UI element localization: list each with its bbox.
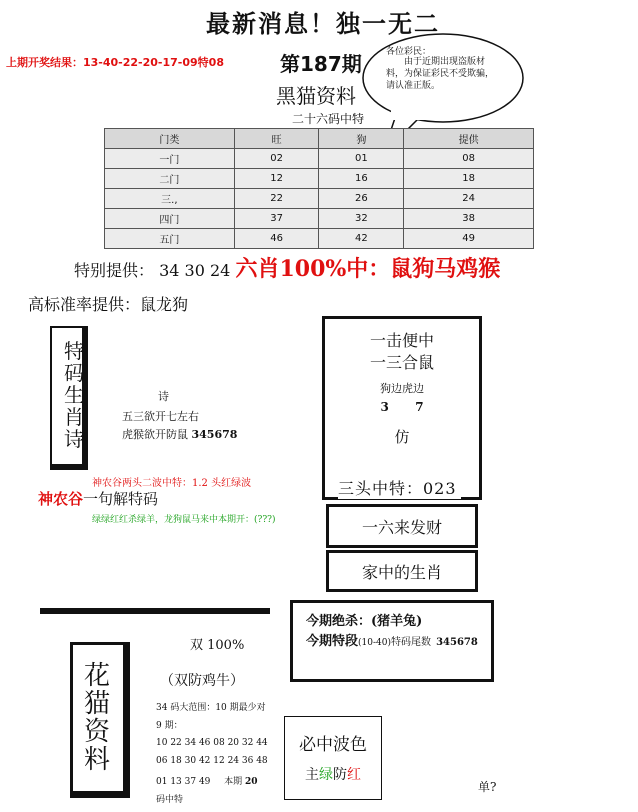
table-cell: 五门 — [105, 229, 235, 249]
poem-line-2-number: 345678 — [191, 428, 238, 441]
special-numbers: 34 30 24 — [159, 261, 231, 280]
shennong-title — [38, 488, 158, 509]
accuracy-line: 高标准率提供：鼠龙狗 — [28, 295, 189, 314]
table-header-row — [105, 129, 534, 149]
table-cell: 02 — [234, 149, 319, 169]
table-cell: 38 — [404, 209, 534, 229]
double-numbers-3-b: 本期 — [224, 777, 243, 787]
table-cell: 24 — [404, 189, 534, 209]
kill-line-2-c: 特码尾数 — [390, 637, 431, 648]
poem-line-2 — [122, 426, 237, 442]
table-cell: 12 — [234, 169, 319, 189]
source-title: 黑猫资料 — [276, 84, 356, 108]
table-cell: 26 — [319, 189, 404, 209]
right-line-3: 狗边虎边 — [380, 382, 424, 395]
table-cell: 37 — [234, 209, 319, 229]
double-defend: （双防鸡牛） — [160, 673, 244, 689]
table-row — [105, 229, 534, 249]
double-numbers-3 — [156, 774, 258, 787]
poem-heading: 诗 — [158, 390, 169, 403]
kill-line-2-b: (10-40) — [358, 638, 391, 648]
table-cell: 16 — [319, 169, 404, 189]
single-question: 单? — [478, 780, 497, 794]
wave-green: 绿 — [319, 767, 333, 783]
wave-main: 主 — [305, 767, 319, 783]
home-text: 家中的生肖 — [361, 562, 442, 582]
double-range-1: 34 码大范围：10 期最少对 — [156, 703, 266, 713]
bubble-body: 由于近期出现盗版材料，为保证彩民不受欺骗，请认准正版。 — [386, 57, 495, 91]
shennong-red-line: 神农谷两头二波中特：1.2 头红绿波 — [92, 478, 252, 489]
table-header-cell: 狗 — [319, 129, 404, 149]
fortune-box — [326, 504, 478, 548]
wave-box — [284, 716, 382, 800]
table-row — [105, 189, 534, 209]
double-numbers-3-c: 20 — [245, 777, 258, 787]
wave-line — [284, 764, 382, 784]
double-title: 双 100% — [190, 638, 245, 653]
table-row — [105, 169, 534, 189]
poem-title: 特码生肖诗 — [64, 339, 84, 451]
table-cell: 三., — [105, 189, 235, 209]
fortune-text: 一六来发财 — [361, 517, 442, 537]
table-header-cell: 提供 — [404, 129, 534, 149]
table-cell: 49 — [404, 229, 534, 249]
table-subtitle: 二十六码中特 — [292, 112, 365, 126]
bubble-title: 各位彩民： — [386, 47, 432, 57]
special-highlight: 六肖100%中：鼠狗马鸡猴 — [235, 256, 501, 282]
special-line — [74, 252, 500, 283]
table-header-cell: 门类 — [105, 129, 235, 149]
shennong-brand: 神农谷 — [38, 490, 84, 508]
double-numbers-1: 10 22 34 46 08 20 32 44 — [156, 738, 268, 748]
right-line-2: 一三合鼠 — [369, 353, 434, 372]
kill-line-2 — [306, 630, 478, 649]
shennong-text: 绿绿红红杀绿羊，龙狗鼠马来中本期开：(???) — [92, 515, 276, 525]
wave-red: 红 — [347, 767, 361, 783]
issue-number: 第187期 — [280, 52, 362, 76]
divider — [40, 608, 270, 614]
wave-title: 必中波色 — [299, 735, 367, 755]
kill-line-1: 今期绝杀：(猪羊兔) — [306, 614, 423, 629]
three-heads: 三头中特：023 — [338, 476, 461, 499]
right-digit-2: 7 — [415, 400, 424, 414]
table-cell: 18 — [404, 169, 534, 189]
double-range-2: 9 期： — [156, 721, 183, 731]
right-digits — [322, 400, 482, 414]
wave-defend: 防 — [333, 767, 347, 783]
double-numbers-2: 06 18 30 42 12 24 36 48 — [156, 756, 268, 766]
double-numbers-3-a: 01 13 37 49 — [156, 777, 211, 787]
table-cell: 22 — [234, 189, 319, 209]
table-row — [105, 209, 534, 229]
number-table — [104, 128, 534, 249]
shennong-title-rest: 一句解特码 — [83, 490, 159, 508]
huamao-title: 花猫资料 — [83, 661, 110, 775]
table-row — [105, 149, 534, 169]
home-box — [326, 550, 478, 592]
table-cell: 01 — [319, 149, 404, 169]
table-cell: 二门 — [105, 169, 235, 189]
kill-line-2-num: 345678 — [436, 637, 478, 648]
table-cell: 32 — [319, 209, 404, 229]
table-cell: 08 — [404, 149, 534, 169]
table-cell: 42 — [319, 229, 404, 249]
table-header-cell: 旺 — [234, 129, 319, 149]
right-digit-1: 3 — [380, 400, 389, 414]
special-label: 特别提供： — [74, 261, 155, 280]
kill-line-2-a: 今期特段 — [306, 634, 359, 649]
poem-line-1: 五三欲开七左右 — [122, 410, 199, 423]
last-result: 上期开奖结果：13-40-22-20-17-09特08 — [6, 56, 224, 69]
headline: 最新消息！独一无二 — [206, 9, 440, 38]
table-cell: 四门 — [105, 209, 235, 229]
table-cell: 46 — [234, 229, 319, 249]
double-tail: 码中特 — [156, 795, 184, 805]
table-cell: 一门 — [105, 149, 235, 169]
right-line-1: 一击便中 — [369, 331, 434, 350]
right-line-5: 仿 — [394, 428, 410, 446]
poem-line-2-text: 虎猴欲开防鼠 — [122, 428, 188, 441]
